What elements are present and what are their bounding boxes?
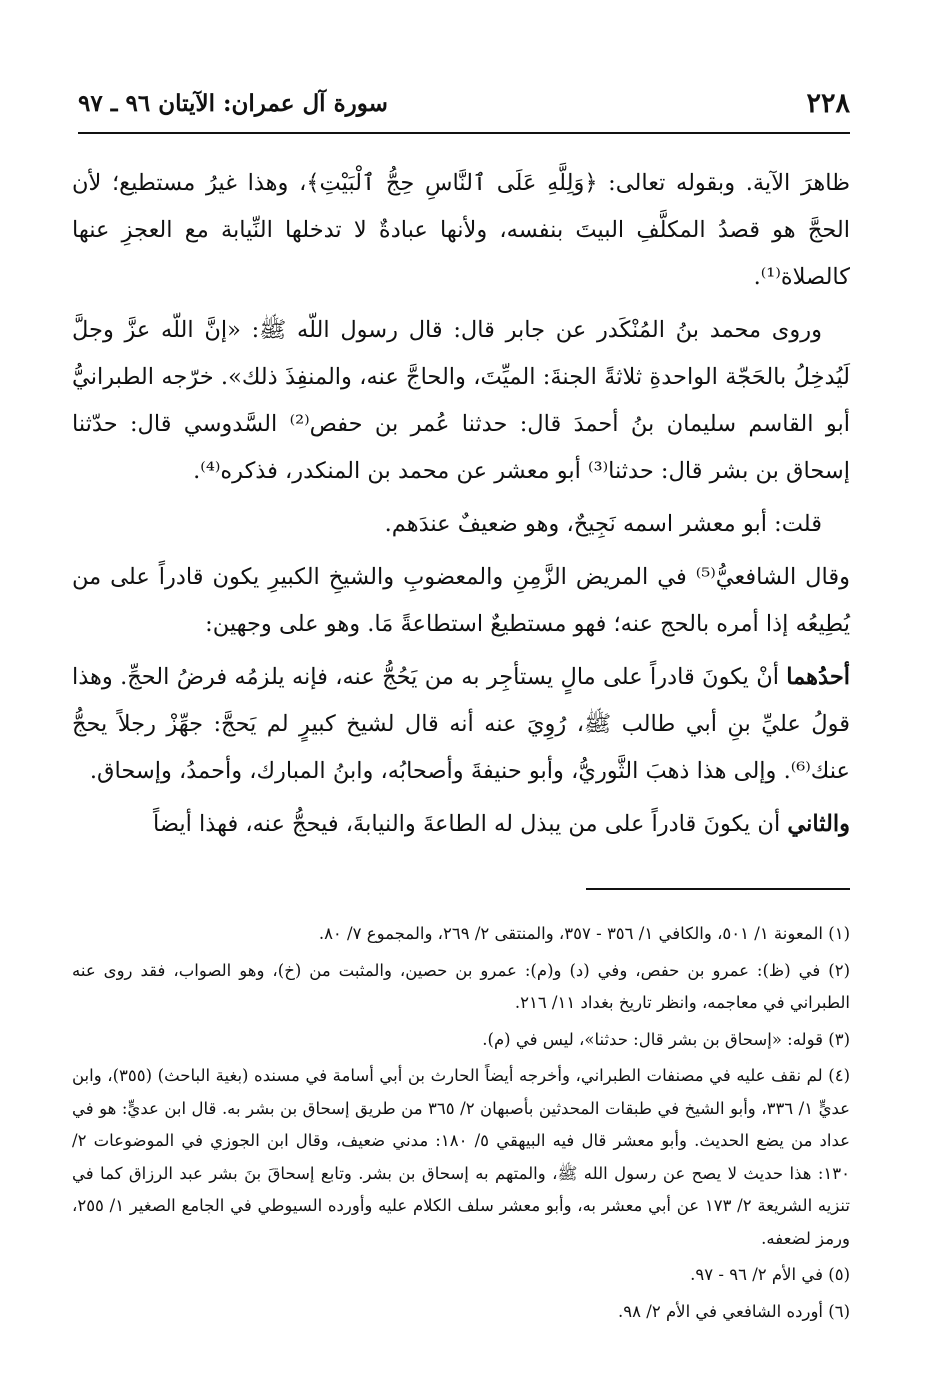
paragraph-3: قلت: أبو معشر اسمه نَجِيحٌ، وهو ضعيفٌ عندَهم.: [384, 511, 822, 537]
running-title: سورة آل عمران: الآيتان ٩٦ ـ ٩٧: [78, 90, 388, 117]
paragraph-5-lead: أحدُهما: [786, 664, 850, 690]
footnote-5: (٥) في الأم ٢/ ٩٦ - ٩٧.: [690, 1265, 850, 1284]
paragraph-6: [72, 801, 850, 848]
footnote-4: (٤) لم نقف عليه في مصنفات الطبراني، وأخرجه أيضاً الحارث بن أبي أسامة في مسنده (بغية الباحث) (٣٥٥)، وابن عديٍّ ١/ ٣٣٦، وأبو الشيخ في طبقات المحدثين بأصبهان ٢/ ٣٦٥ من طريق إسحاق بن بشر به. قال ابن عديٍّ: هو في عداد من يضع الحديث. وأبو معشر قال فيه البيهقي ٥/ ١٨٠: مدني ضعيف، وقال ابن الجوزي في الموضوعات ٢/ ١٣٠: هذا حديث لا يصح عن رسول الله ﷺ، والمتهم به إسحاق بن بشر. وتابع إسحاقَ بنَ بشر عبد الرزاق كما في تنزيه الشريعة ٢/ ١٧٣ عن أبي معشر به، وأبو معشر سلف الكلام عليه وأورده السيوطي في الجامع الصغير ١/ ٢٥٥، ورمز لضعفه.: [72, 1066, 851, 1248]
paragraph-6-text: أن يكونَ قادراً على من يبذل له الطاعةَ والنيابةَ، فيحجُّ عنه، فهذا أيضاً: [152, 811, 788, 837]
footnote-1: (١) المعونة ١/ ٥٠١، والكافي ١/ ٣٥٦ - ٣٥٧، والمنتقى ٢/ ٢٦٩، والمجموع ٧/ ٨٠.: [318, 924, 850, 943]
footnote-rule: [586, 888, 850, 890]
paragraph-2: وروى محمد بنُ المُنْكَدر عن جابر قال: قال رسول اللّه ﷺ: «إنَّ اللّه عزَّ وجلَّ لَيُدخِلُ بالحَجّة الواحدةِ ثلاثةً الجنةَ: الميِّتَ، والحاجَّ عنه، والمنفِذَ ذلك». خرّجه الطبرانيُّ أبو القاسم سليمان بنُ أحمدَ قال: حدثنا عُمر بن حفص⁽²⁾ السَّدوسي قال: حدّثنا إسحاق بن بشر قال: حدثنا⁽³⁾ أبو معشر عن محمد بن المنكدر، فذكره⁽⁴⁾.: [72, 317, 850, 484]
paragraph-4: وقال الشافعيُّ⁽⁵⁾ في المريض الزَّمِنِ والمعضوبِ والشيخِ الكبيرِ يكون قادراً على من يُطِيعُه إذا أمره بالحج عنه؛ فهو مستطيعٌ استطاعةً مَا. وهو على وجهين:: [72, 564, 850, 637]
main-text: [72, 160, 850, 854]
paragraph-6-lead: والثاني: [787, 811, 850, 837]
footnote-3: (٣) قوله: «إسحاق بن بشر قال: حدثنا»، ليس في (م).: [482, 1029, 850, 1049]
paragraph-5-text: أنْ يكونَ قادراً على مالٍ يستأجِر به من يَحُجُّ عنه، فإنه يلزمُه فرضُ الحجِّ. وهذا قولُ عليِّ بنِ أبي طالب ﷺ، رُوِيَ عنه أنه قال لشيخ كبيرٍ لم يَحجَّ: جهِّزْ رجلاً يحجُّ عنك⁽⁶⁾. وإلى هذا ذهبَ الثَّوريُّ، وأبو حنيفةَ وأصحابُه، وابنُ المبارك، وأحمدُ، وإسحاق.: [72, 664, 850, 784]
header-rule: [78, 132, 850, 134]
footnotes: [72, 918, 850, 1332]
page-number: ٢٢٨: [806, 88, 850, 119]
footnote-6: (٦) أورده الشافعي في الأم ٢/ ٩٨.: [618, 1301, 850, 1321]
paragraph-5: [72, 654, 850, 795]
paragraph-1: ظاهرَ الآية. وبقوله تعالى: ﴿وَلِلَّهِ عَلَى ٱلنَّاسِ حِجُّ ٱلْبَيْتِ﴾، وهذا غيرُ مستطيع؛ لأن الحجَّ هو قصدُ المكلَّفِ البيتَ بنفسه، ولأنها عبادةٌ لا تدخلها النِّيابة مع العجزِ عنها كالصلاة⁽¹⁾.: [72, 170, 850, 290]
page-header: [78, 88, 850, 128]
footnote-2: (٢) في (ظ): عمرو بن حفص، وفي (د) و(م): عمرو بن حصين، والمثبت من (خ)، وهو الصواب، فقد روى عنه الطبراني في معاجمه، وانظر تاريخ بغداد ١١/ ٢١٦.: [72, 960, 850, 1012]
